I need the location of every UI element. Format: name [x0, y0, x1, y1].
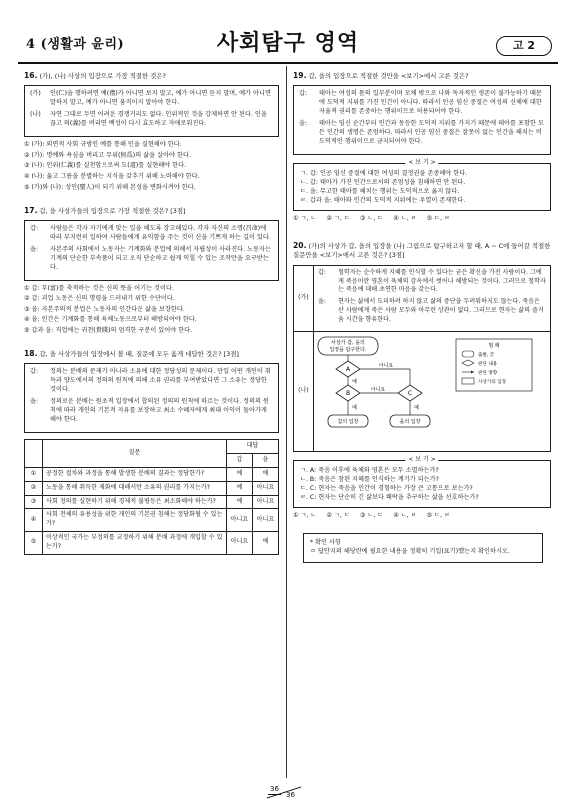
- choice-4[interactable]: ④ ㄴ, ㄹ: [393, 215, 417, 223]
- choice-1[interactable]: ① 갑: 부(富)를 축적하는 것은 신의 뜻을 어기는 것이다.: [24, 284, 174, 292]
- passage-row: 갑: 철학자는 순수하게 지혜를 인식할 수 있다는 굳은 확신을 가진 사람이다. 그에게 죽음이란 영혼이 육체의 감옥에서 벗어나 해방되는 것이다. 그러므로 철학자는 죽음에 대해 초연한 마음을 갖는다.: [318, 268, 546, 294]
- svg-text:B: B: [345, 389, 351, 397]
- choice-5[interactable]: ⑤ ㄷ, ㄹ: [426, 215, 451, 223]
- svg-text:판단 내용: 판단 내용: [478, 361, 498, 367]
- bogi-item: ㄹ. C: 현자는 단순히 긴 삶보다 쾌락을 추구하는 삶을 선호하는가?: [300, 494, 479, 502]
- passage-box: [24, 85, 279, 137]
- passage-row: 을: 태아는 임신 순간부터 인간과 동등한 도덕적 지위를 가지기 때문에 태아를 포함한 모든 인간의 생명은 존엄하다. 따라서 인공 임신 중절은 잘못이 없는 인간을 해치는 비도덕적인 행위이므로 금지되어야 한다.: [299, 120, 544, 146]
- table-row[interactable]: ⑤ 이상적인 국가는 부정의를 교정하기 위해 분배 과정에 개입할 수 있는가? 아니요 예: [25, 532, 279, 555]
- passage-na-row: [294, 331, 551, 452]
- choice-1[interactable]: ① ㄱ, ㄴ: [293, 215, 317, 223]
- choice-5[interactable]: ⑤ 갑과 을: 직업에는 귀천(貴賤)의 엄격한 구분이 있어야 한다.: [24, 327, 193, 335]
- table-row[interactable]: ③ 사회 정의를 실현하기 위해 경제적 불평등은 최소화해야 하는가? 예 아니요: [25, 495, 279, 509]
- question-stem: 16. (가), (나) 사상의 입장으로 가장 적절한 것은?: [24, 71, 166, 80]
- column-header-gap: 갑: [227, 454, 253, 468]
- page-number: [262, 784, 312, 798]
- notice-text: ㅇ 답안지의 해당란에 필요한 내용을 정확히 기입(표기)했는지 확인하시오.: [310, 548, 510, 556]
- subject-label: 4 (생활과 윤리): [26, 37, 125, 52]
- passage-table: [293, 265, 551, 453]
- svg-text:을의 입장: 을의 입장: [399, 418, 421, 425]
- passage-row: 을: 현자는 삶에서 도피하려 하지 않고 삶의 중단을 두려워하지도 않는다. 죽음은 산 사람에게 죽은 사람 모두와 아무런 상관이 없다. 그러므로 현자는 삶의 즐거움 시간을 향유한다.: [318, 298, 544, 323]
- svg-text:판단 방향: 판단 방향: [478, 370, 498, 376]
- passage-box: [293, 85, 551, 155]
- svg-text:A: A: [345, 365, 351, 373]
- grade-badge: 고 2: [496, 36, 552, 56]
- svg-text:예: 예: [414, 404, 419, 411]
- page-total: 36: [286, 791, 295, 799]
- passage-row: 갑: 사람들은 각자 자기에게 맞는 일을 해도록 장고해있다. 각자 자신의 소명(召命)에 따라 부지런히 일하여 사람들에게 유익함을 주는 것이 신을 기쁘게 하는 길이 있다.: [30, 224, 271, 241]
- passage-na-label: (나): [294, 331, 314, 452]
- page-header: [18, 22, 558, 62]
- passage-box: [24, 363, 279, 433]
- passage-row: 갑: 태아는 여성의 몸의 일부분이며 모체 밖으로 나와 독자적인 생존이 불가능하기 때문에 도덕적 지위를 가진 인간이 아니다. 따라서 인공 임신 중절은 여성의 신체에 대한 자율적 권리를 존중하는 행위이므로 허용되어야 한다.: [299, 90, 542, 116]
- answer-choices: [293, 512, 551, 521]
- question-number: 16.: [24, 71, 38, 80]
- answer-choices: [24, 141, 279, 192]
- passage-row: (가) 인(仁)을 행하려면 예(禮)가 아니면 보지 말고, 예가 아니면 듣지 말며, 예가 아니면 말하지 말고, 예가 아니면 움직이지 말아야 한다.: [30, 90, 271, 107]
- column-divider: [286, 66, 287, 778]
- column-header-eul: 을: [253, 454, 279, 468]
- svg-text:출발, 끝: 출발, 끝: [478, 352, 495, 358]
- answer-table: [24, 439, 279, 554]
- svg-text:C: C: [407, 389, 413, 397]
- question-16: [24, 70, 279, 193]
- column-header-question: 질문: [43, 440, 227, 468]
- left-column: [24, 70, 279, 561]
- passage-row: 을: 정의로운 분배는 원초적 입장에서 합의된 정의의 원칙에 따르는 것이다. 정의의 원칙에 따라 개인의 기본적 자유를 보장하고 최소 수혜자에게 최대 이익이 돌아가게 해야 한다.: [30, 398, 269, 424]
- question-19: [293, 70, 551, 224]
- bogi-item: ㄴ. 갑: 태아가 가진 인간으로서의 존엄성을 침해하면 안 된다.: [300, 179, 466, 187]
- table-row[interactable]: ② 노동을 통해 취득한 재화에 대해서만 소유의 권리를 가지는가? 예 아니요: [25, 481, 279, 495]
- bogi-item: ㄱ. 갑: 인공 임신 중절에 대한 여성의 결정권을 존중해야 한다.: [300, 170, 468, 178]
- question-stem: 20. (가)의 사상가 갑, 을의 입장을 (나) 그림으로 탐구하고자 할 때, A ~ C에 들어갈 적절한 질문만을 <보기>에서 고른 것은? [3점]: [293, 241, 551, 260]
- question-18: [24, 348, 279, 555]
- bogi-item: ㄹ. 갑과 을: 태아와 인간의 도덕적 지위에는 우열이 존재한다.: [300, 197, 466, 205]
- choice-2[interactable]: ② ㄱ, ㄷ: [326, 512, 350, 520]
- page-current: 36: [268, 784, 281, 795]
- column-header-answer: 대답: [227, 440, 279, 454]
- flowchart-diagram: [316, 335, 538, 445]
- bogi-title: < 보 기 >: [405, 456, 438, 465]
- question-number: 18.: [24, 349, 38, 359]
- bogi-item: ㄱ. A: 죽음 이후에 육체와 영혼은 모두 소멸하는가?: [300, 467, 439, 475]
- svg-text:입장을 탐구한다.: 입장을 탐구한다.: [329, 346, 367, 353]
- choice-2[interactable]: ② 갑: 괴업 노동은 신의 명령을 드러내기 위한 수단이다.: [24, 295, 175, 303]
- passage-row: 을: 자본주의 사회에서 노동자는 기계화와 분업에 의해서 자립성이 사라진다. 노동자는 기계의 단순한 부속품이 되고 오직 단순하고 쉽게 익힐 수 있는 조작만을 요구받는다.: [30, 245, 271, 271]
- table-row[interactable]: ④ 사회 전체의 유용성을 위한 개인의 기본권 침해는 정당화될 수 있는가? 아니요 아니요: [25, 509, 279, 532]
- choice-4[interactable]: ④ ㄴ, ㄹ: [393, 512, 417, 520]
- choice-4[interactable]: ④ 을: 인간은 기계화를 통해 육체노동으로부터 해방되어야 한다.: [24, 316, 197, 324]
- exam-title: 사회탐구 영역: [216, 30, 360, 56]
- choice-2[interactable]: ② (가): 명예와 욕심을 버리고 무위(無爲)의 삶을 살아야 한다.: [24, 151, 191, 159]
- choice-2[interactable]: ② ㄱ, ㄷ: [326, 215, 350, 223]
- svg-text:갑의 입장: 갑의 입장: [337, 418, 359, 425]
- choice-5[interactable]: ⑤ ㄷ, ㄹ: [426, 512, 451, 520]
- right-column: [293, 70, 551, 563]
- bogi-item: ㄷ. 을: 무고한 태아를 해치는 행위는 도덕적으로 옳지 않다.: [300, 188, 460, 196]
- bogi-title: < 보 기 >: [405, 159, 438, 168]
- question-stem: 19. 갑, 을의 입장으로 적절한 것만을 <보기>에서 고른 것은?: [293, 71, 469, 80]
- bogi-item: ㄴ. B: 죽음은 참된 지혜를 인식하는 계기가 되는가?: [300, 476, 439, 484]
- passage-row: (나) 자연 그대로 두면 어려운 경쟁거리도 없다. 인위적인 것을 강제하면 안 된다. 인을 끊고 의(義)를 버리면 백성이 다시 효도하고 자애로워진다.: [30, 111, 267, 128]
- svg-text:예: 예: [352, 378, 357, 385]
- answer-choices: [24, 285, 279, 336]
- choice-3[interactable]: ③ 을: 자본주의적 분업은 노동자의 인간다운 삶을 보장한다.: [24, 305, 185, 313]
- table-header-row: [25, 440, 279, 454]
- question-number: 17.: [24, 205, 38, 215]
- passage-ga-row: [294, 265, 551, 331]
- answer-choices: [293, 215, 551, 224]
- question-stem: 18. 갑, 을 사상가들의 입장에서 볼 때, 질문에 모두 옳게 대답한 것은? [3점]: [24, 349, 239, 359]
- question-number: 19.: [293, 71, 307, 80]
- choice-1[interactable]: ① (가): 외면적 사회 규범인 예를 통해 인을 실현해야 한다.: [24, 141, 182, 149]
- bogi-box: [293, 159, 551, 211]
- svg-text:아니요: 아니요: [378, 362, 394, 369]
- header-rule: [18, 62, 558, 64]
- table-row[interactable]: ① 공정한 절차와 과정을 통해 발생한 분배의 결과는 정당한가? 예 예: [25, 467, 279, 481]
- svg-text:사상가 갑, 을의: 사상가 갑, 을의: [331, 339, 365, 346]
- svg-text:예: 예: [352, 404, 357, 411]
- passage-row: 갑: 정의는 분배의 문제가 아니라 소유에 대한 정당성의 문제이다. 만일 어떤 개인이 취득과 양도에서의 정의의 원칙에 의해 소유 권리를 부여받았다면 그 소유는 정당한 것이다.: [30, 368, 271, 394]
- choice-3[interactable]: ③ (나): 인위(仁義)를 실천함으로써 도(道)를 실현해야 한다.: [24, 162, 187, 170]
- choice-1[interactable]: ① ㄱ, ㄴ: [293, 512, 317, 520]
- legend-title: 범 례: [488, 342, 500, 349]
- choice-4[interactable]: ④ (나): 옳고 그름을 분별하는 지식을 갖추기 위해 노력해야 한다.: [24, 172, 200, 180]
- question-20: [293, 240, 551, 521]
- bogi-item: ㄷ. C: 현자는 죽음을 인간이 경험하는 가장 큰 고통으로 보는가?: [300, 485, 473, 493]
- notice-title: * 확인 사항: [310, 539, 341, 547]
- question-17: [24, 205, 279, 337]
- svg-text:사상가의 입장: 사상가의 입장: [478, 379, 507, 385]
- choice-5[interactable]: ⑤ (가)와 (나): 성인(聖人)이 되기 위해 본성을 변화시켜야 한다.: [24, 183, 196, 191]
- passage-ga-label: (가): [294, 265, 314, 331]
- choice-3[interactable]: ③ ㄴ, ㄷ: [359, 512, 384, 520]
- bogi-box: [293, 456, 551, 508]
- notice-box: [303, 533, 543, 563]
- svg-text:아니요: 아니요: [370, 386, 386, 393]
- question-stem: 17. 갑, 을 사상가들의 입장으로 가장 적절한 것은? [3점]: [24, 205, 186, 215]
- choice-3[interactable]: ③ ㄴ, ㄷ: [359, 215, 384, 223]
- passage-box: [24, 220, 279, 281]
- question-number: 20.: [293, 241, 307, 251]
